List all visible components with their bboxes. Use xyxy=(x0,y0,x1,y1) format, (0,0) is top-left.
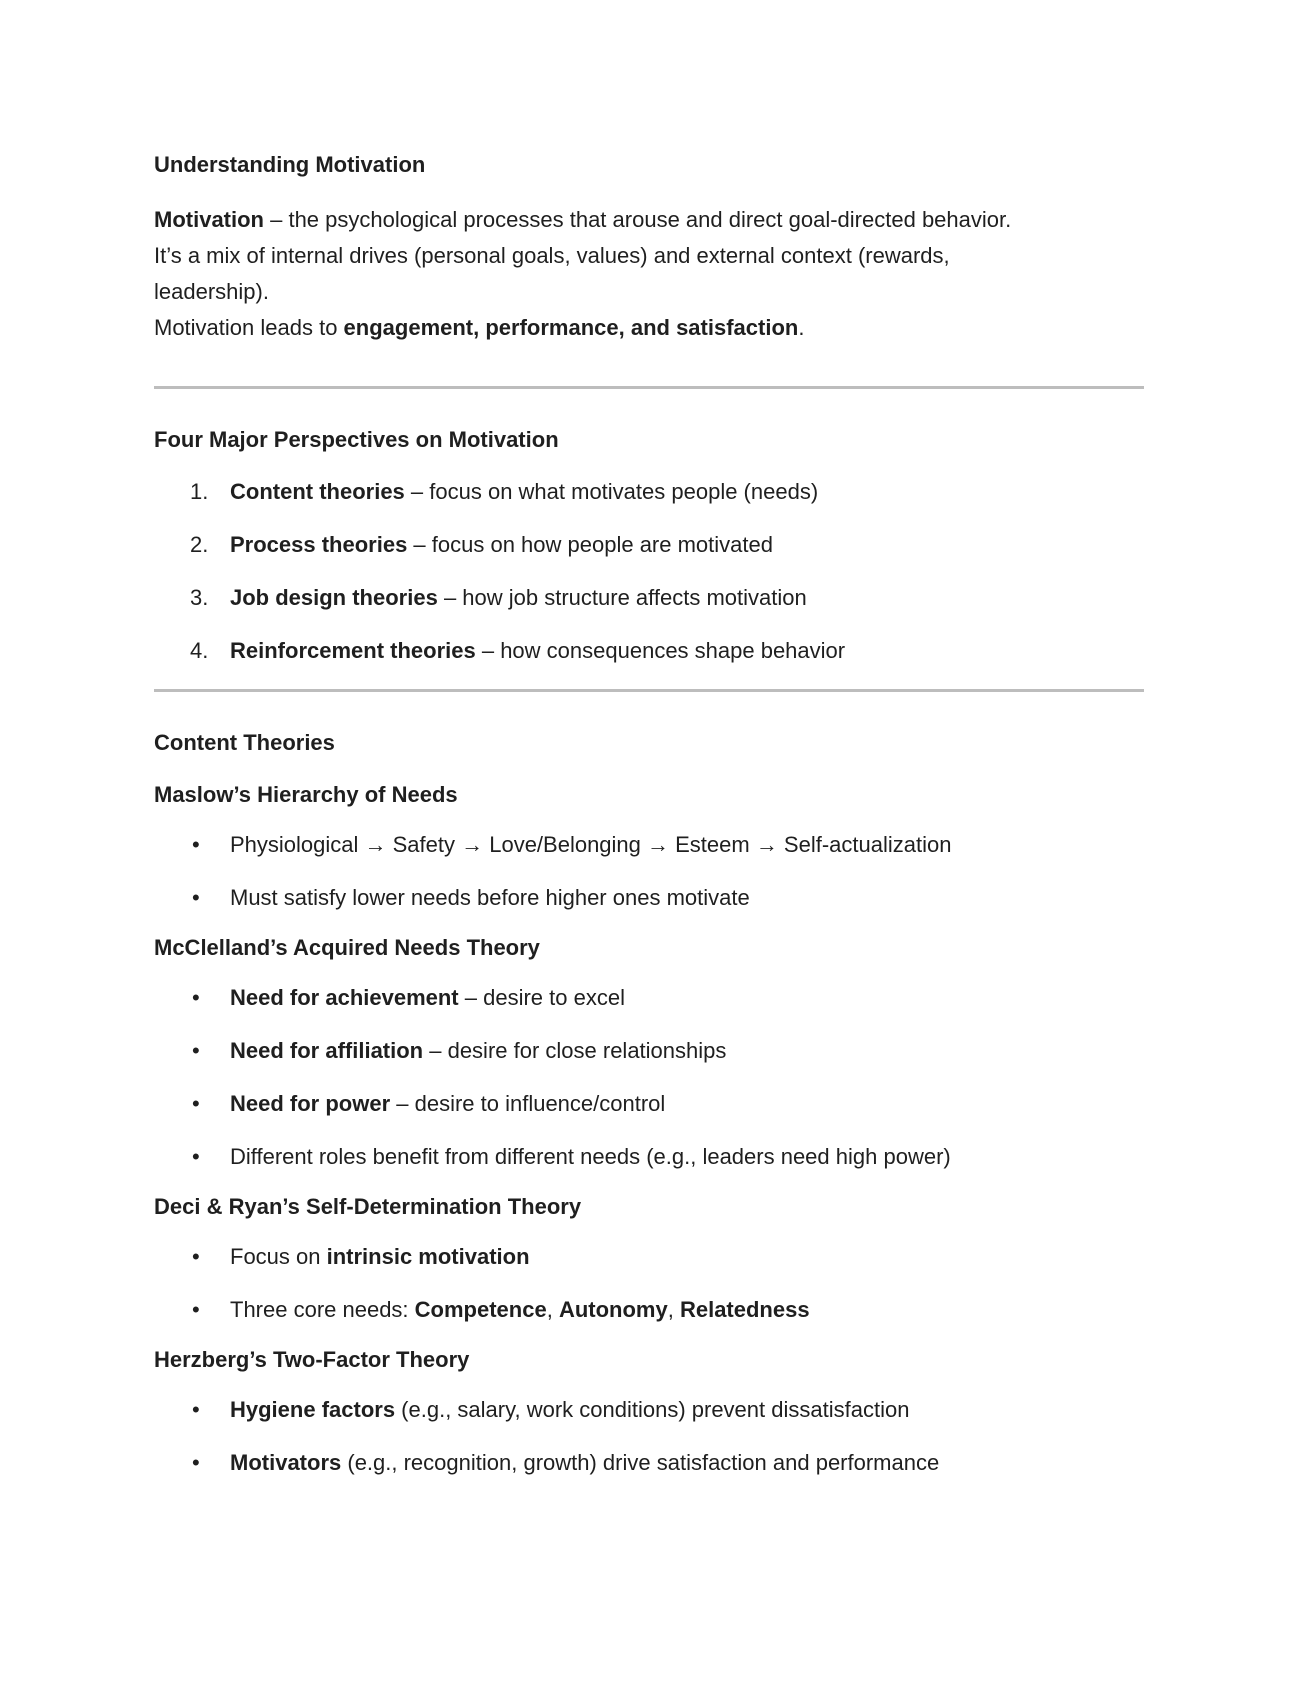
list-item xyxy=(154,1089,1144,1119)
herzberg-list xyxy=(154,1395,1144,1478)
list-item-text: Three core needs: xyxy=(230,1297,415,1322)
list-item-text: Must satisfy lower needs before higher ones motivate xyxy=(230,885,750,910)
list-item xyxy=(154,530,1144,560)
list-item xyxy=(154,583,1144,613)
list-item xyxy=(154,477,1144,507)
list-item-text: – how job structure affects motivation xyxy=(437,585,807,610)
sdt-list xyxy=(154,1242,1144,1325)
list-item-term: Hygiene factors xyxy=(230,1397,396,1422)
list-item xyxy=(154,983,1144,1013)
list-item xyxy=(154,636,1144,666)
list-item xyxy=(154,883,1144,913)
list-number: 3. xyxy=(190,585,209,610)
list-item-term: Need for affiliation xyxy=(230,1038,424,1063)
list-item-text: Physiological → Safety → Love/Belonging → Esteem → Self-actualization xyxy=(230,832,952,857)
list-item-text: (e.g., recognition, growth) drive satisfaction and performance xyxy=(341,1450,940,1475)
list-item xyxy=(154,1036,1144,1066)
list-item-text: – desire for close relationships xyxy=(423,1038,727,1063)
mcclelland-list xyxy=(154,983,1144,1172)
list-item-text: – how consequences shape behavior xyxy=(475,638,846,663)
bullet-icon: • xyxy=(192,1450,200,1475)
list-item xyxy=(154,1448,1144,1478)
list-item-text: – focus on how people are motivated xyxy=(407,532,773,557)
separator: , xyxy=(667,1297,680,1322)
perspectives-list xyxy=(154,477,1144,666)
definition-line-2: It’s a mix of internal drives (personal goals, values) and external context (rewards, xyxy=(154,243,950,268)
list-item-text: – focus on what motivates people (needs) xyxy=(404,479,819,504)
bullet-icon: • xyxy=(192,1397,200,1422)
list-item-text: – desire to excel xyxy=(458,985,625,1010)
definition-term: Motivation xyxy=(154,207,264,232)
list-item-term: Need for achievement xyxy=(230,985,459,1010)
document-body xyxy=(154,150,1144,1501)
separator: , xyxy=(546,1297,559,1322)
list-item xyxy=(154,830,1144,860)
bullet-icon: • xyxy=(192,832,200,857)
section-title-understanding-motivation: Understanding Motivation xyxy=(154,152,426,177)
subsection-title-herzberg: Herzberg’s Two-Factor Theory xyxy=(154,1347,470,1372)
motivation-definition xyxy=(154,202,1144,346)
list-item-term: Need for power xyxy=(230,1091,391,1116)
list-item-term: intrinsic motivation xyxy=(326,1244,530,1269)
list-item xyxy=(154,1142,1144,1172)
outcomes-suffix: . xyxy=(798,315,805,340)
list-item-text: Different roles benefit from different needs (e.g., leaders need high power) xyxy=(230,1144,951,1169)
list-item-term: Reinforcement theories xyxy=(230,638,476,663)
list-item-text: – desire to influence/control xyxy=(390,1091,666,1116)
outcomes-bold: engagement, performance, and satisfaction xyxy=(343,315,799,340)
list-item xyxy=(154,1295,1144,1325)
bullet-icon: • xyxy=(192,885,200,910)
definition-text: – the psychological processes that arouse and direct goal-directed behavior. xyxy=(264,207,1012,232)
core-need-autonomy: Autonomy xyxy=(558,1297,668,1322)
subsection-title-self-determination: Deci & Ryan’s Self-Determination Theory xyxy=(154,1194,582,1219)
horizontal-divider xyxy=(154,386,1144,389)
bullet-icon: • xyxy=(192,1038,200,1063)
list-item-term: Process theories xyxy=(230,532,408,557)
bullet-icon: • xyxy=(192,1297,200,1322)
list-number: 2. xyxy=(190,532,209,557)
subsection-title-mcclelland: McClelland’s Acquired Needs Theory xyxy=(154,935,540,960)
section-title-content-theories: Content Theories xyxy=(154,730,335,755)
bullet-icon: • xyxy=(192,1091,200,1116)
list-number: 4. xyxy=(190,638,209,663)
core-need-relatedness: Relatedness xyxy=(679,1297,810,1322)
list-number: 1. xyxy=(190,479,209,504)
list-item-text: Focus on xyxy=(230,1244,327,1269)
horizontal-divider xyxy=(154,689,1144,692)
bullet-icon: • xyxy=(192,1244,200,1269)
core-need-competence: Competence xyxy=(414,1297,547,1322)
list-item xyxy=(154,1242,1144,1272)
maslow-list xyxy=(154,830,1144,913)
subsection-title-maslow: Maslow’s Hierarchy of Needs xyxy=(154,782,458,807)
list-item xyxy=(154,1395,1144,1425)
bullet-icon: • xyxy=(192,1144,200,1169)
list-item-term: Content theories xyxy=(230,479,405,504)
list-item-text: (e.g., salary, work conditions) prevent dissatisfaction xyxy=(395,1397,910,1422)
section-title-four-perspectives: Four Major Perspectives on Motivation xyxy=(154,427,559,452)
definition-line-3: leadership). xyxy=(154,279,269,304)
outcomes-prefix: Motivation leads to xyxy=(154,315,344,340)
list-item-term: Job design theories xyxy=(230,585,438,610)
list-item-term: Motivators xyxy=(230,1450,342,1475)
bullet-icon: • xyxy=(192,985,200,1010)
